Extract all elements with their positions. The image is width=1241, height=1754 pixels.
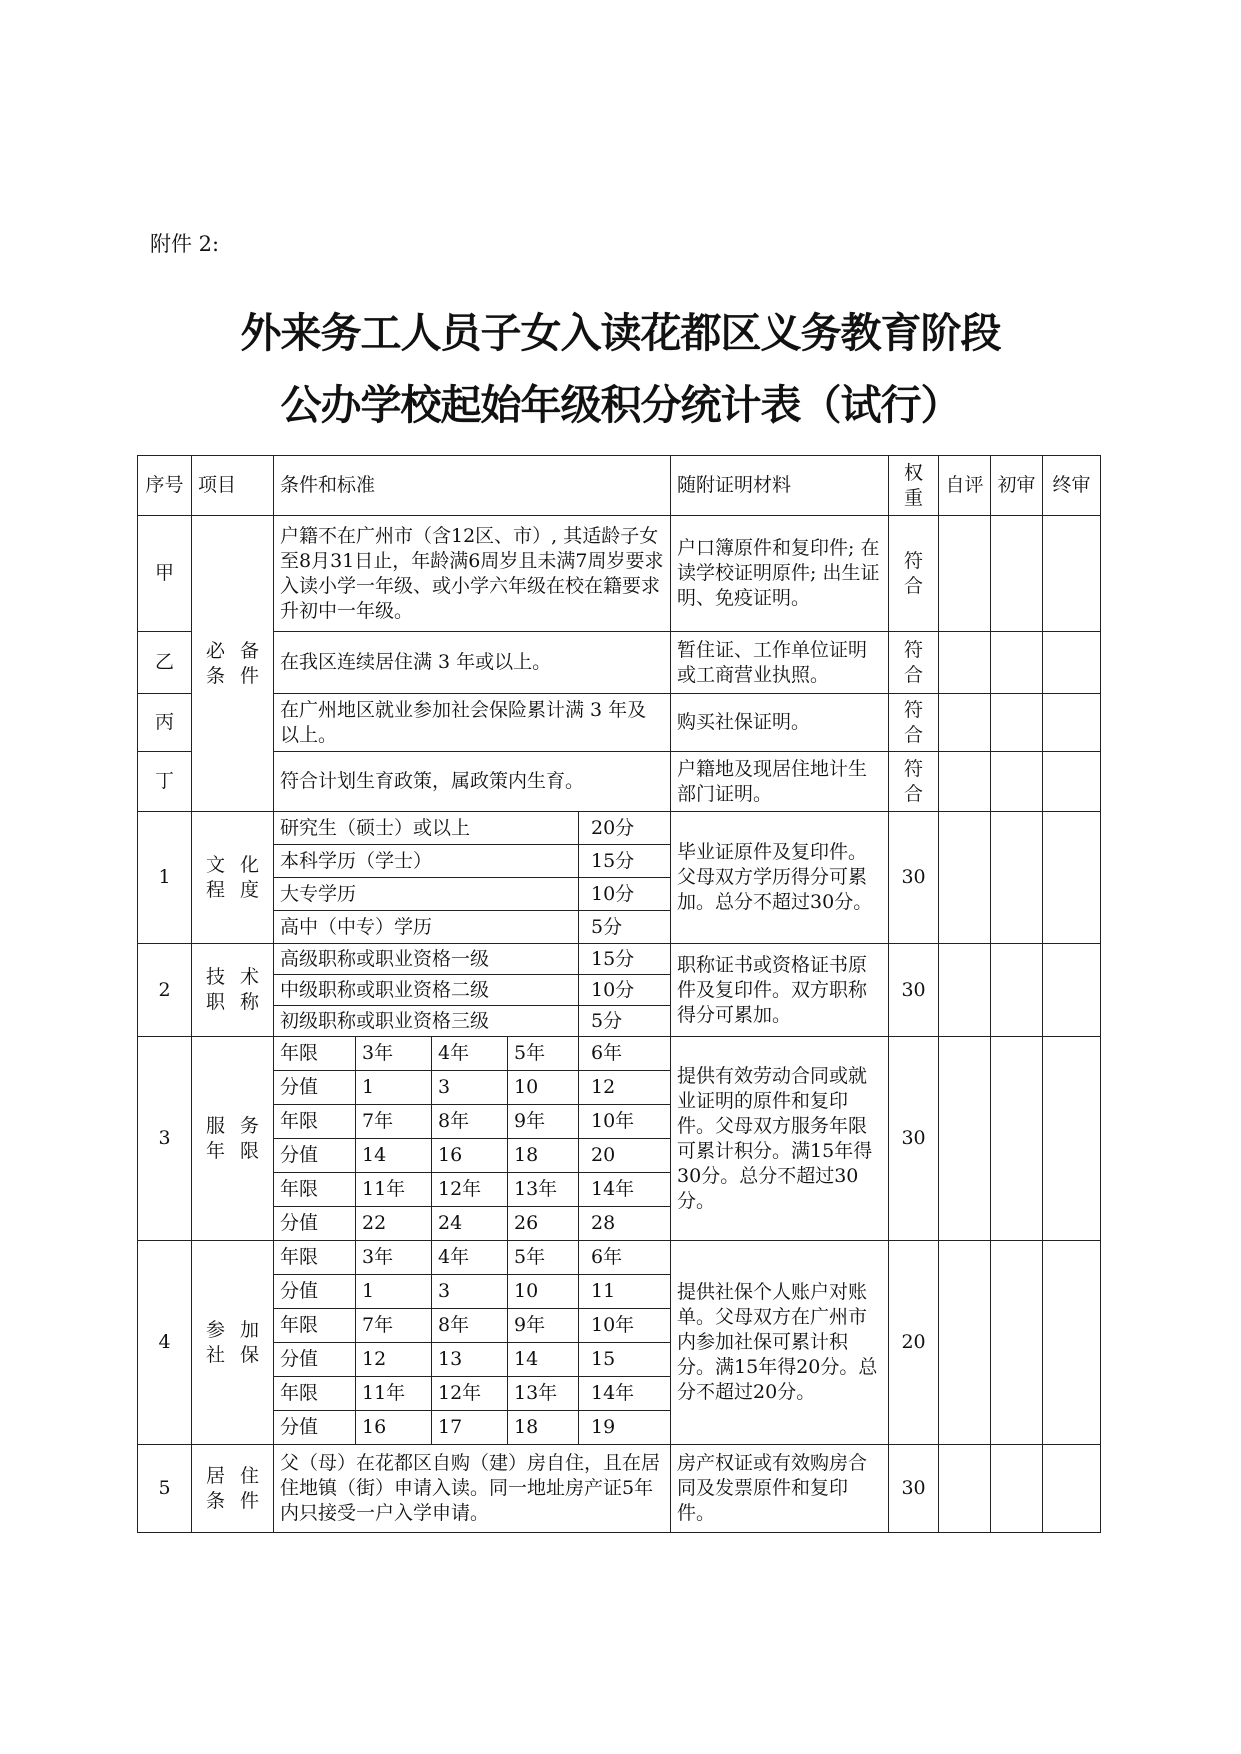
grid-cell: 年限 <box>274 1377 356 1411</box>
title-rank-level: 初级职称或职业资格三级 <box>274 1006 579 1037</box>
row-seq: 乙 <box>138 632 192 694</box>
education-level: 高中（中专）学历 <box>274 911 579 944</box>
self-score-cell[interactable] <box>939 694 991 752</box>
grid-cell: 18 <box>508 1139 579 1173</box>
title-rank-label: 技术职称 <box>192 944 274 1037</box>
service-docs: 提供有效劳动合同或就业证明的原件和复印件。父母双方服务年限可累计积分。满15年得30分。总分不超过30分。 <box>671 1037 889 1241</box>
grid-cell: 分值 <box>274 1071 356 1105</box>
final-review-cell[interactable] <box>1043 1445 1101 1533</box>
insurance-docs: 提供社保个人账户对账单。父母双方在广州市内参加社保可累计积分。满15年得20分。总分不超过20分。 <box>671 1241 889 1445</box>
document-title-line1: 外来务工人员子女入读花都区义务教育阶段 <box>240 309 1001 357</box>
row-seq: 甲 <box>138 516 192 632</box>
row-seq: 3 <box>138 1037 192 1241</box>
grid-cell: 分值 <box>274 1411 356 1445</box>
row-seq: 丁 <box>138 752 192 812</box>
final-review-cell[interactable] <box>1043 812 1101 944</box>
grid-cell: 年限 <box>274 1309 356 1343</box>
grid-cell: 16 <box>356 1411 432 1445</box>
grid-cell: 12年 <box>432 1377 508 1411</box>
final-review-cell[interactable] <box>1043 694 1101 752</box>
row-weight: 符合 <box>889 516 939 632</box>
row-seq: 2 <box>138 944 192 1037</box>
self-score-cell[interactable] <box>939 516 991 632</box>
table-row <box>138 752 1101 812</box>
first-review-cell[interactable] <box>991 516 1043 632</box>
title-rank-weight: 30 <box>889 944 939 1037</box>
grid-cell: 6年 <box>579 1241 671 1275</box>
housing-docs: 房产权证或有效购房合同及发票原件和复印件。 <box>671 1445 889 1533</box>
grid-cell: 8年 <box>432 1105 508 1139</box>
grid-cell: 8年 <box>432 1309 508 1343</box>
grid-cell: 19 <box>579 1411 671 1445</box>
row-docs: 购买社保证明。 <box>671 694 889 752</box>
self-score-cell[interactable] <box>939 1037 991 1241</box>
housing-weight: 30 <box>889 1445 939 1533</box>
row-docs: 户口簿原件和复印件; 在读学校证明原件; 出生证明、免疫证明。 <box>671 516 889 632</box>
grid-cell: 14年 <box>579 1173 671 1207</box>
title-rank-docs: 职称证书或资格证书原件及复印件。双方职称得分可累加。 <box>671 944 889 1037</box>
header-item: 项目 <box>192 456 274 516</box>
first-review-cell[interactable] <box>991 1241 1043 1445</box>
first-review-cell[interactable] <box>991 632 1043 694</box>
grid-cell: 24 <box>432 1207 508 1241</box>
grid-cell: 28 <box>579 1207 671 1241</box>
table-row <box>138 632 1101 694</box>
title-rank-score: 5分 <box>579 1006 671 1037</box>
table-header-row <box>138 456 1101 516</box>
grid-cell: 年限 <box>274 1173 356 1207</box>
header-first: 初审 <box>991 456 1043 516</box>
first-review-cell[interactable] <box>991 812 1043 944</box>
self-score-cell[interactable] <box>939 1241 991 1445</box>
grid-cell: 18 <box>508 1411 579 1445</box>
table-row <box>138 694 1101 752</box>
grid-cell: 9年 <box>508 1309 579 1343</box>
row-weight: 符合 <box>889 632 939 694</box>
row-docs: 暂住证、工作单位证明或工商营业执照。 <box>671 632 889 694</box>
title-rank-score: 10分 <box>579 975 671 1006</box>
grid-cell: 22 <box>356 1207 432 1241</box>
grid-cell: 13 <box>432 1343 508 1377</box>
row-criteria: 符合计划生育政策，属政策内生育。 <box>274 752 671 812</box>
grid-cell: 1 <box>356 1071 432 1105</box>
row-seq: 1 <box>138 812 192 944</box>
grid-cell: 12 <box>579 1071 671 1105</box>
grid-cell: 6年 <box>579 1037 671 1071</box>
grid-cell: 7年 <box>356 1105 432 1139</box>
self-score-cell[interactable] <box>939 632 991 694</box>
grid-cell: 7年 <box>356 1309 432 1343</box>
row-weight: 符合 <box>889 694 939 752</box>
table-row <box>138 944 1101 975</box>
grid-cell: 14年 <box>579 1377 671 1411</box>
table-row <box>138 1445 1101 1533</box>
score-table <box>137 455 1101 1533</box>
grid-cell: 3 <box>432 1275 508 1309</box>
education-score: 20分 <box>579 812 671 845</box>
grid-cell: 12 <box>356 1343 432 1377</box>
grid-cell: 26 <box>508 1207 579 1241</box>
final-review-cell[interactable] <box>1043 1241 1101 1445</box>
housing-criteria: 父（母）在花都区自购（建）房自住，且在居住地镇（街）申请入读。同一地址房产证5年内只接受一户入学申请。 <box>274 1445 671 1533</box>
grid-cell: 13年 <box>508 1377 579 1411</box>
table-row <box>138 1241 1101 1275</box>
first-review-cell[interactable] <box>991 694 1043 752</box>
grid-cell: 14 <box>508 1343 579 1377</box>
grid-cell: 分值 <box>274 1275 356 1309</box>
grid-cell: 年限 <box>274 1105 356 1139</box>
grid-cell: 10 <box>508 1071 579 1105</box>
title-rank-level: 高级职称或职业资格一级 <box>274 944 579 975</box>
grid-cell: 11 <box>579 1275 671 1309</box>
self-score-cell[interactable] <box>939 1445 991 1533</box>
grid-cell: 15 <box>579 1343 671 1377</box>
first-review-cell[interactable] <box>991 944 1043 1037</box>
header-seq: 序号 <box>138 456 192 516</box>
row-weight: 符合 <box>889 752 939 812</box>
self-score-cell[interactable] <box>939 752 991 812</box>
grid-cell: 9年 <box>508 1105 579 1139</box>
grid-cell: 年限 <box>274 1037 356 1071</box>
education-docs: 毕业证原件及复印件。父母双方学历得分可累加。总分不超过30分。 <box>671 812 889 944</box>
document-title-line2: 公办学校起始年级积分统计表（试行） <box>280 381 961 429</box>
grid-cell: 5年 <box>508 1037 579 1071</box>
title-rank-level: 中级职称或职业资格二级 <box>274 975 579 1006</box>
housing-label: 居住条件 <box>192 1445 274 1533</box>
final-review-cell[interactable] <box>1043 516 1101 632</box>
grid-cell: 10年 <box>579 1309 671 1343</box>
grid-cell: 10年 <box>579 1105 671 1139</box>
grid-cell: 13年 <box>508 1173 579 1207</box>
education-score: 10分 <box>579 878 671 911</box>
education-score: 15分 <box>579 845 671 878</box>
education-level: 大专学历 <box>274 878 579 911</box>
attachment-label: 附件 2: <box>150 232 220 256</box>
table-row <box>138 516 1101 632</box>
row-seq: 丙 <box>138 694 192 752</box>
title-rank-score: 15分 <box>579 944 671 975</box>
header-final: 终审 <box>1043 456 1101 516</box>
grid-cell: 分值 <box>274 1207 356 1241</box>
row-seq: 4 <box>138 1241 192 1445</box>
header-docs: 随附证明材料 <box>671 456 889 516</box>
education-level: 本科学历（学士） <box>274 845 579 878</box>
first-review-cell[interactable] <box>991 1445 1043 1533</box>
first-review-cell[interactable] <box>991 1037 1043 1241</box>
grid-cell: 17 <box>432 1411 508 1445</box>
self-score-cell[interactable] <box>939 812 991 944</box>
required-group-label: 必备条件 <box>192 516 274 812</box>
grid-cell: 年限 <box>274 1241 356 1275</box>
header-criteria: 条件和标准 <box>274 456 671 516</box>
grid-cell: 3 <box>432 1071 508 1105</box>
first-review-cell[interactable] <box>991 752 1043 812</box>
grid-cell: 4年 <box>432 1037 508 1071</box>
service-label: 服务年限 <box>192 1037 274 1241</box>
table-row <box>138 812 1101 845</box>
grid-cell: 11年 <box>356 1173 432 1207</box>
header-self: 自评 <box>939 456 991 516</box>
row-docs: 户籍地及现居住地计生部门证明。 <box>671 752 889 812</box>
grid-cell: 14 <box>356 1139 432 1173</box>
final-review-cell[interactable] <box>1043 944 1101 1037</box>
education-level: 研究生（硕士）或以上 <box>274 812 579 845</box>
grid-cell: 分值 <box>274 1343 356 1377</box>
table-row <box>138 1037 1101 1071</box>
education-label: 文化程度 <box>192 812 274 944</box>
grid-cell: 12年 <box>432 1173 508 1207</box>
row-criteria: 在广州地区就业参加社会保险累计满 3 年及以上。 <box>274 694 671 752</box>
grid-cell: 11年 <box>356 1377 432 1411</box>
grid-cell: 1 <box>356 1275 432 1309</box>
grid-cell: 20 <box>579 1139 671 1173</box>
grid-cell: 分值 <box>274 1139 356 1173</box>
header-weight: 权重 <box>889 456 939 516</box>
row-criteria: 户籍不在广州市（含12区、市）, 其适龄子女至8月31日止，年龄满6周岁且未满7周岁要求入读小学一年级、或小学六年级在校在籍要求升初中一年级。 <box>274 516 671 632</box>
education-score: 5分 <box>579 911 671 944</box>
grid-cell: 10 <box>508 1275 579 1309</box>
final-review-cell[interactable] <box>1043 632 1101 694</box>
final-review-cell[interactable] <box>1043 1037 1101 1241</box>
insurance-label: 参加社保 <box>192 1241 274 1445</box>
grid-cell: 3年 <box>356 1037 432 1071</box>
service-weight: 30 <box>889 1037 939 1241</box>
grid-cell: 5年 <box>508 1241 579 1275</box>
education-weight: 30 <box>889 812 939 944</box>
grid-cell: 3年 <box>356 1241 432 1275</box>
final-review-cell[interactable] <box>1043 752 1101 812</box>
grid-cell: 4年 <box>432 1241 508 1275</box>
row-seq: 5 <box>138 1445 192 1533</box>
grid-cell: 16 <box>432 1139 508 1173</box>
self-score-cell[interactable] <box>939 944 991 1037</box>
insurance-weight: 20 <box>889 1241 939 1445</box>
row-criteria: 在我区连续居住满 3 年或以上。 <box>274 632 671 694</box>
